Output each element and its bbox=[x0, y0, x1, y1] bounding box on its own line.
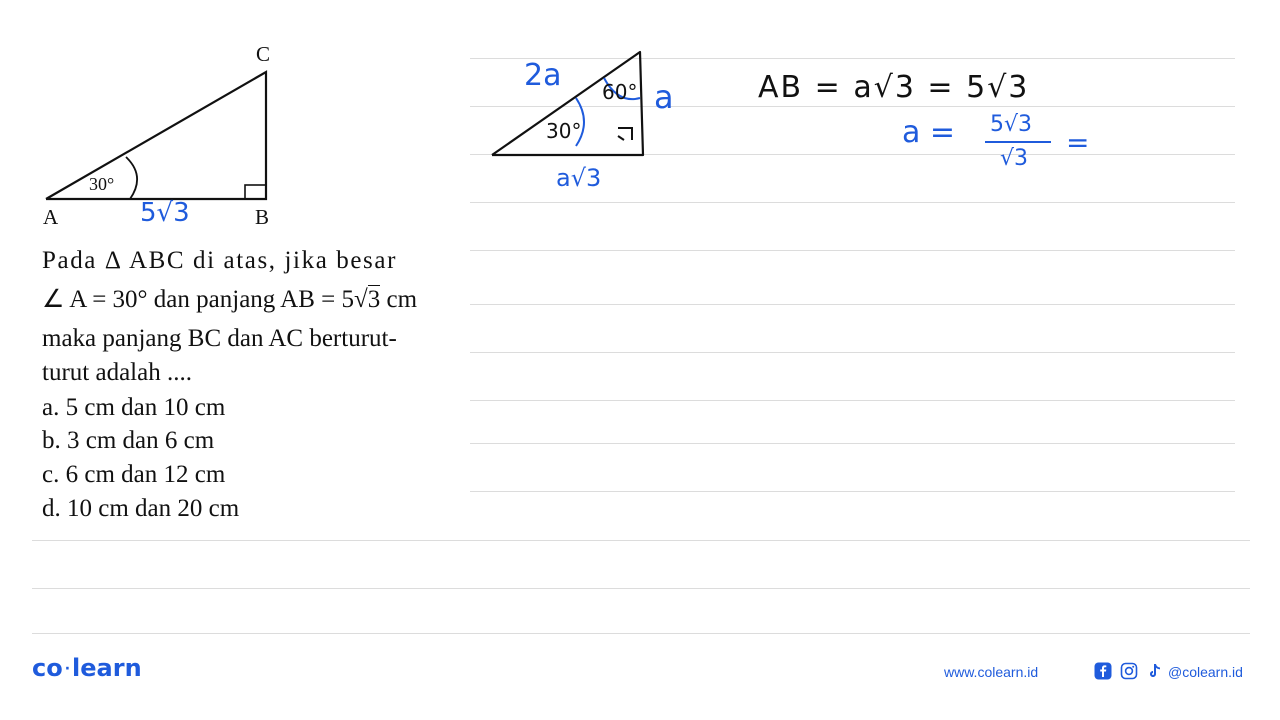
triangle-figure bbox=[0, 0, 470, 240]
ruled-line bbox=[470, 202, 1235, 203]
note-side-base: a√3 bbox=[556, 164, 602, 192]
option-a[interactable]: a. 5 cm dan 10 cm bbox=[42, 394, 226, 421]
sqrt-radicand: 3 bbox=[367, 286, 381, 313]
note-equation-2-equals: = bbox=[1066, 126, 1090, 159]
colearn-logo bbox=[32, 654, 142, 682]
question-line-3: maka panjang BC dan AC berturut- bbox=[42, 325, 397, 352]
sqrt-expression bbox=[354, 285, 380, 315]
ruled-line bbox=[32, 633, 1250, 634]
website-link[interactable]: www.colearn.id bbox=[944, 664, 1039, 680]
ruled-line bbox=[470, 443, 1235, 444]
option-c[interactable]: c. 6 cm dan 12 cm bbox=[42, 461, 226, 488]
note-angle-base: 30° bbox=[546, 119, 582, 143]
sketch-triangle bbox=[480, 40, 680, 170]
logo-co: co bbox=[32, 654, 63, 682]
option-d[interactable]: d. 10 cm dan 20 cm bbox=[42, 495, 240, 522]
ruled-line bbox=[470, 352, 1235, 353]
ruled-line bbox=[32, 540, 1250, 541]
side-ab-handwritten: 5√3 bbox=[140, 198, 190, 228]
option-b[interactable]: b. 3 cm dan 6 cm bbox=[42, 427, 215, 454]
facebook-icon[interactable] bbox=[1094, 662, 1112, 680]
ruled-line bbox=[470, 250, 1235, 251]
logo-dot: · bbox=[64, 661, 71, 677]
question-line-4: turut adalah .... bbox=[42, 359, 192, 386]
note-angle-top: 60° bbox=[602, 80, 638, 104]
logo-learn: learn bbox=[72, 654, 142, 682]
question-line-1: Pada Δ ABC di atas, jika besar bbox=[42, 247, 397, 274]
note-side-opposite: a bbox=[654, 78, 674, 116]
note-equation-2-numerator: 5√3 bbox=[990, 112, 1033, 137]
ruled-line bbox=[470, 400, 1235, 401]
ruled-line bbox=[470, 304, 1235, 305]
question-line-2 bbox=[42, 285, 417, 315]
angle-a-label: 30° bbox=[89, 174, 115, 194]
note-equation-2-lhs: a = bbox=[902, 115, 956, 150]
tiktok-icon[interactable] bbox=[1146, 662, 1164, 680]
note-equation-2-denominator: √3 bbox=[1000, 146, 1029, 171]
vertex-a-label: A bbox=[43, 205, 59, 229]
fraction-bar bbox=[985, 141, 1051, 143]
question-line-2-prefix: ∠ A = 30° dan panjang AB = bbox=[42, 286, 342, 313]
unit-cm: cm bbox=[380, 286, 418, 313]
ruled-line bbox=[470, 491, 1235, 492]
vertex-c-label: C bbox=[256, 42, 271, 66]
sqrt-sign: √ bbox=[354, 286, 368, 313]
vertex-b-label: B bbox=[255, 205, 270, 229]
note-hypotenuse: 2a bbox=[524, 58, 562, 93]
ruled-line bbox=[32, 588, 1250, 589]
social-handle[interactable]: @colearn.id bbox=[1168, 664, 1243, 680]
sqrt-coefficient: 5 bbox=[341, 286, 354, 313]
instagram-icon[interactable] bbox=[1120, 662, 1138, 680]
note-equation-1: AB = a√3 = 5√3 bbox=[758, 70, 1030, 105]
